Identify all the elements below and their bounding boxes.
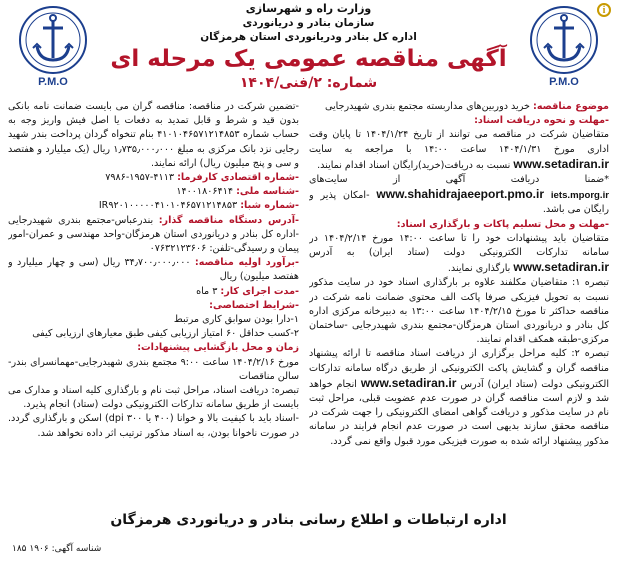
guarantee-text: -تضمین شرکت در مناقصه: مناقصه گران می بایست ضمانت نامه بانکی بدون قید و شرط و قابل تمدید به دفعات یا اصل فیش واریز وجه به حساب شماره ۴۱۰۱۰۴۶۵۷۱۲۱۴۸۵۳ بنام تنخواه گردان پرداخت بندر شهید رجایی نزد بانک مرکزی به مبلغ ۱٫۷۳۵٫۰۰۰٫۰۰۰ ریال (یک میلیارد و هفتصد و سی و پنج میلیون ریال) ارائه نمایند. <box>8 101 299 169</box>
star-note: *ضمنا دریافت آگهی از سایت‌های <box>309 174 609 186</box>
deadline-paragraph <box>309 128 609 173</box>
national-id-row <box>8 185 299 199</box>
sheba-row <box>8 199 299 213</box>
sheba-value: IR۹۲۰۱۰۰۰۰۰۴۱۰۱۰۴۶۵۷۱۲۱۴۸۵۳ <box>98 200 238 212</box>
footer-title: اداره ارتباطات و اطلاع رسانی بنادر و دریانوردی هرمزگان <box>110 512 507 528</box>
notice-body <box>8 100 609 518</box>
note-2: تبصره ۲: کلیه مراحل برگزاری از دریافت اسناد مناقصه تا ارائه پیشنهاد مناقصه گران و گشایش پاکت الکترونیکی از طریق درگاه سامانه تدارکات الکترونیکی دولت (ستاد ایران) آدرس <box>309 348 609 390</box>
address-paragraph <box>8 214 299 257</box>
note-1: تبصره ۱: متقاضیان مکلفند علاوه بر بارگذاری اسناد خود در سایت مذکور نسبت به تحویل فیزیکی صرفا پاکت الف محتوی ضمانت نامه شرکت در مناقصه حداکثر تا مورخ ۱۴۰۴/۲/۱۵ ساعت ۱۳:۰۰ به دبیرخانه مرکزی اداره کل بنادر و دریانوردی استان هرمزگان-مجتمع بندری شهیدرجایی -ساختمان مرکزی-طبقه همکف اقدام نمایند. <box>309 277 609 346</box>
right-column <box>309 100 609 518</box>
notice-number: شماره: ۲/فنی/۱۴۰۴ <box>239 75 378 91</box>
ministry-name: وزارت راه و شهرسازی <box>245 2 372 15</box>
department-name: اداره کل بنادر ودریانوردی استان هرمزگان <box>200 31 417 43</box>
logo-right-text: P.M.O <box>549 76 579 88</box>
estimate-label: -برآورد اولیه مناقصه: <box>194 257 299 269</box>
duration-row <box>8 285 299 299</box>
address-label: -آدرس دستگاه مناقصه گذار: <box>158 214 299 226</box>
national-id-value: ۱۴۰۰۱۸۰۶۴۱۴ <box>176 186 233 198</box>
pmo-logo-left <box>8 4 98 94</box>
anchor-emblem-icon <box>528 4 600 74</box>
setadiran-link-3[interactable]: www.setadiran.ir <box>360 375 457 390</box>
requirement-2: ۲-کسب حداقل ۶۰ امتیاز ارزیابی کیفی طبق معیارهای ارزیابی کیفی <box>32 328 299 340</box>
organization-name: سازمان بنادر و دریانوردی <box>242 17 375 29</box>
deadline-heading: -مهلت و نحوه دریافت اسناد: <box>474 115 609 127</box>
info-icon[interactable]: i <box>597 3 611 17</box>
opening-heading: زمان و محل بازگشایی پیشنهادات: <box>137 342 299 354</box>
requirement-1: ۱-دارا بودن سوابق کاری مرتبط <box>173 314 299 326</box>
note-b: -اسناد باید با کیفیت بالا و خوانا (۴۰۰ یا ۳۰۰ dpi) اسکن و بارگذاری گردد. در صورت ناخوانا بودن، به اسناد مذکور ترتیب اثر داده نخواهد شد. <box>8 413 299 439</box>
duration-value: ۳ ماه <box>196 285 218 297</box>
national-id-label: -شناسه ملی: <box>236 186 299 198</box>
estimate-paragraph <box>8 256 299 284</box>
estimate-text: ۳۴٫۷۰۰٫۰۰۰٫۰۰۰ ریال (سی و چهار میلیارد و هفتصد میلیون) ریال <box>8 257 299 283</box>
duration-label: -مدت اجرای کار: <box>220 285 299 297</box>
subject-text: خرید دوربین‌های مداربسته مجتمع بندری شهیدرجایی <box>324 101 530 112</box>
submit-text-2: بارگذاری نمایند. <box>447 263 511 275</box>
left-column <box>8 100 299 518</box>
address-text: بندرعباس-مجتمع بندری شهیدرجایی -اداره کل بنادر و دریانوردی استان هرمزگان-واحد مهندسی و عمران-امور پیمان و رسیدگی-تلفن: ۰۷۶۳۲۱۲۳۶۰۶ <box>8 214 299 255</box>
requirements-heading: -شرایط اختصاصی: <box>209 299 299 311</box>
economic-code-value: ۴۱۱۳-۱۹۵۷-۷۹۸۶ <box>105 172 175 184</box>
setadiran-link-2[interactable]: www.setadiran.ir <box>513 260 609 275</box>
shahidrajaee-link[interactable]: www.shahidrajaeeport.pmo.ir <box>376 187 545 202</box>
sheba-label: -شماره شبا: <box>240 200 299 212</box>
iets-link[interactable]: iets.mporg.ir <box>550 190 609 202</box>
submit-text: متقاضیان باید پیشنهادات خود را تا ساعت ۱۴:۰۰ مورخ ۱۴۰۴/۲/۱۴ در سامانه تدارکات الکترونیکی دولت (ستاد ایران) به آدرس <box>309 232 609 259</box>
opening-text: مورخ ۱۴۰۴/۲/۱۶ ساعت ۹:۰۰ مجتمع بندری شهیدرجایی-مهمانسرای بندر-سالن مناقصات <box>8 356 299 382</box>
pmo-logo-right <box>519 4 609 94</box>
deadline-text-2: نسبت به دریافت(خرید)رایگان اسناد اقدام نمایند. <box>317 159 511 171</box>
notice-title: آگهی مناقصه عمومی یک مرحله ای <box>110 46 507 72</box>
setadiran-link[interactable]: www.setadiran.ir <box>513 156 609 171</box>
subject-heading: موضوع مناقصه: <box>533 101 609 112</box>
economic-code-row <box>8 171 299 185</box>
economic-code-label: -شماره اقتصادی کارفرما: <box>177 172 299 184</box>
note-2b: انجام خواهد شد و لازم است مناقصه گران در صورت عدم عضویت قبلی، مراحل ثبت نام در سایت مذکور و دریافت گواهی امضای الکترونیکی را جهت شرکت در مناقصه محقق سازند بدیهی است در صورت عدم انجام فرایند در سامانه مذکور پیشنهاد ارائه شده به صورت فیزیکی مورد قبول واقع نمی گردد. <box>309 378 609 447</box>
notice-id: شناسه آگهی: ۱۹۰۶ ۱۸۵ <box>12 544 102 554</box>
deadline-text: متقاضیان شرکت در مناقصه می توانند از تاریخ ۱۴۰۴/۱/۲۴ تا پایان وقت اداری مورخ ۱۴۰۴/۱/۳۱ ساعت ۱۴:۰۰ با مراجعه به سایت <box>309 129 609 155</box>
sites-note <box>309 173 609 218</box>
subject-paragraph <box>309 100 609 114</box>
star-note-2: -امکان پذیر و رایگان می باشد. <box>309 190 609 216</box>
note-a: تبصره: دریافت اسناد، مراحل ثبت نام و بارگذاری کلیه اسناد و مدارک می بایست از طریق سامانه تدارکات الکترونیکی دولت (ستاد) انجام پذیرد. <box>8 385 299 411</box>
submit-paragraph <box>309 232 609 277</box>
note-2-paragraph <box>309 347 609 448</box>
logo-left-text: P.M.O <box>38 76 68 88</box>
anchor-emblem-icon <box>17 4 89 74</box>
submit-heading: -مهلت و محل تسلیم پاکات و بارگذاری اسناد: <box>396 218 609 230</box>
